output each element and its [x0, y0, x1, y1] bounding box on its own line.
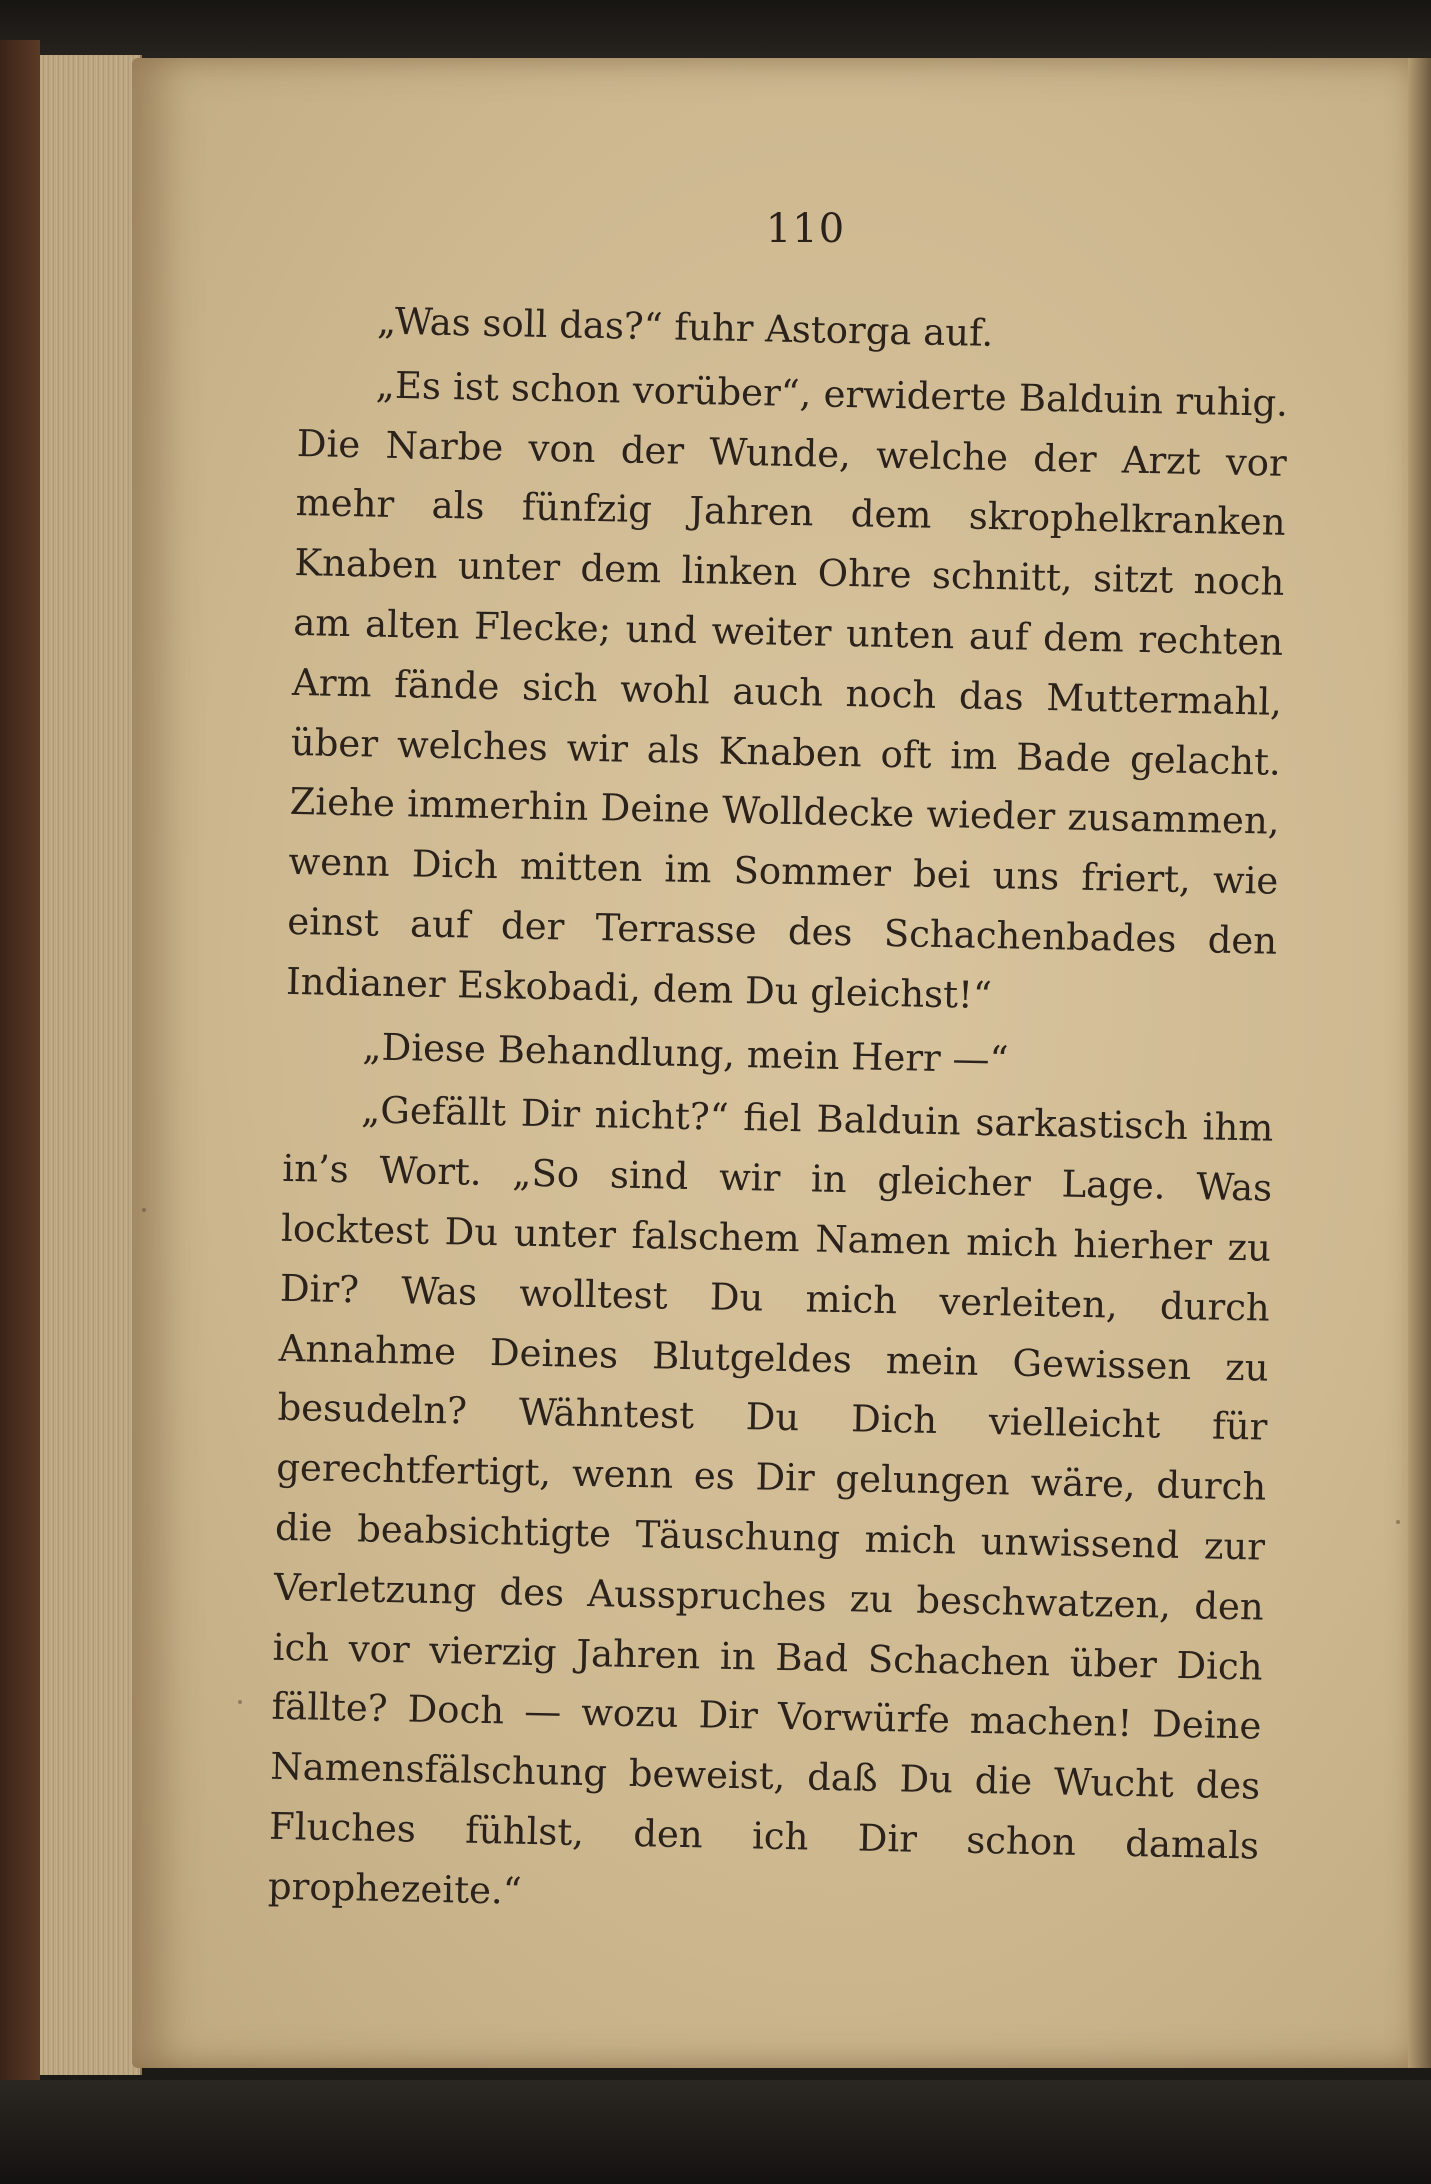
page-body-text	[267, 290, 1289, 1936]
paragraph: „Diese Behandlung, mein Herr —“	[362, 1024, 1009, 1081]
paper-speck	[1396, 1520, 1400, 1524]
bottom-gutter	[0, 2080, 1431, 2184]
paragraph: „Gefällt Dir nicht?“ fiel Balduin sarkastisch ihm in’s Wort. „So sind wir in gleicher Lage. Was locktest Du unter falschem Namen mich hierher zu Dir? Was wolltest Du mich verleiten, durch Annahme Deines Blutgeldes mein Gewissen zu besudeln? Wähntest Du Dich vielleicht für gerechtfertigt, wenn es Dir gelungen wäre, durch die beabsichtigte Täuschung mich unwissend zur Verletzung des Ausspruches zu beschwatzen, den ich vor vierzig Jahren in Bad Schachen über Dich fällte? Doch — wozu Dir Vorwürfe machen! Deine Namensfälschung beweist, daß Du die Wucht des Fluches fühlst, den ich Dir schon damals prophezeite.“	[267, 1088, 1274, 1913]
paper-speck	[238, 1700, 242, 1704]
page-stack-edge	[40, 55, 142, 2075]
book-cover-edge	[0, 40, 40, 2080]
paragraph: „Was soll das?“ fuhr Astorga auf.	[376, 299, 994, 355]
page-number: 110	[765, 206, 846, 252]
page-right-edge	[1408, 58, 1431, 2068]
paragraph: „Es ist schon vorüber“, erwiderte Balduin ruhig. Die Narbe von der Wunde, welche der Arzt vor mehr als fünfzig Jahren dem skrophelkranken Knaben unter dem linken Ohre schnitt, sitzt noch am alten Flecke; und weiter unten auf dem rechten Arm fände sich wohl auch noch das Muttermahl, über welches wir als Knaben oft im Bade gelacht. Ziehe immerhin Deine Wolldecke wieder zusammen, wenn Dich mitten im Sommer bei uns friert, wie einst auf der Terrasse des Schachenbades den Indianer Eskobadi, dem Du gleichst!“	[285, 363, 1289, 1017]
paper-speck	[142, 1208, 146, 1212]
